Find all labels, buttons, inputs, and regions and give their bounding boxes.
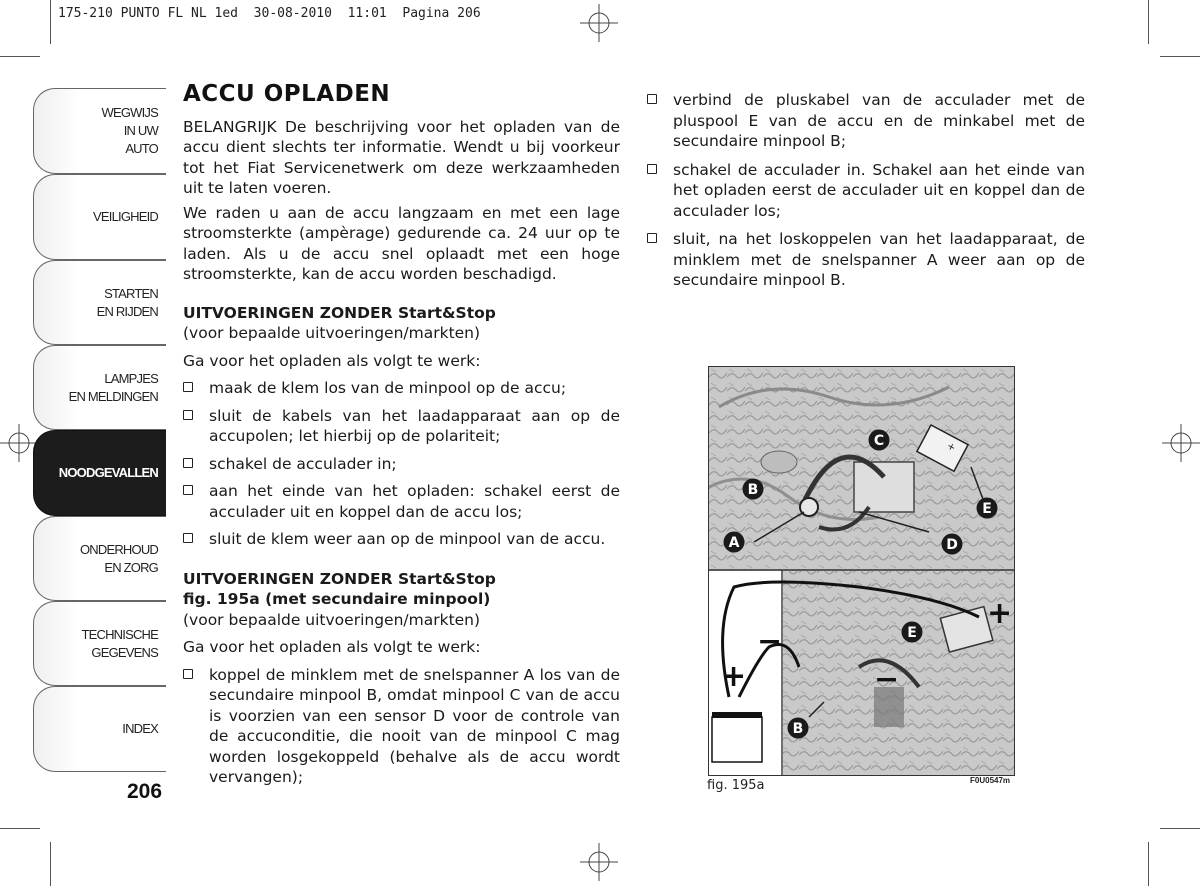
- registration-mark-bottom: [580, 843, 618, 881]
- list-item-text: sluit de kabels van het laadapparaat aan op de accupolen; let hierbij op de polariteit;: [209, 406, 620, 445]
- tab-label-line: VEILIGHEID: [93, 209, 158, 224]
- right-column: [647, 90, 1085, 291]
- callout-letter: E: [982, 501, 992, 517]
- checkbox-bullet-icon: [183, 485, 193, 495]
- tab-noodgevallen[interactable]: [33, 430, 166, 516]
- subsection-heading-figure-ref: fig. 195a (met secundaire minpool): [183, 590, 491, 608]
- tab-starten[interactable]: [33, 260, 166, 345]
- tab-label-line: NOODGEVALLEN: [58, 465, 158, 480]
- list-item-text: verbind de pluskabel van de acculader met de pluspool E van de accu en de minkabel met de secundaire minpool B;: [673, 91, 1085, 150]
- callout-E-bottom: [901, 621, 923, 647]
- checkbox-bullet-icon: [183, 382, 193, 392]
- list-item: [647, 160, 1085, 222]
- list-item: [183, 529, 620, 550]
- list-item: [183, 481, 620, 522]
- subsection-lead: Ga voor het opladen als volgt te werk:: [183, 638, 481, 656]
- tab-label-line: EN ZORG: [104, 559, 158, 575]
- subsection-heading: UITVOERINGEN ZONDER Start&Stop: [183, 303, 496, 322]
- list-item-text: schakel de acculader in;: [209, 454, 397, 473]
- intro-paragraph: We raden u aan de accu langzaam en met een lage stroomsterkte (ampèrage) gedurende ca. 24 uur op te laden. Als u de accu snel oplaadt met een hoge stroomsterkte, kan de accu worden beschadigd.: [183, 203, 620, 283]
- tab-index[interactable]: [33, 686, 166, 772]
- list-item-text: maak de klem los van de minpool op de accu;: [209, 379, 567, 397]
- callout-D: [941, 533, 963, 559]
- subsection-note: (voor bepaalde uitvoeringen/markten): [183, 324, 481, 342]
- checkbox-bullet-icon: [183, 533, 193, 543]
- list-item: [183, 406, 620, 447]
- callout-letter: D: [946, 537, 958, 553]
- subsection-heading: UITVOERINGEN ZONDER Start&Stop: [183, 569, 496, 588]
- callout-C: [868, 429, 890, 455]
- subsection: [183, 569, 620, 788]
- tab-onderhoud[interactable]: [33, 516, 166, 601]
- list-item: [647, 229, 1085, 291]
- callout-letter: B: [747, 482, 759, 498]
- list-item-text: aan het einde van het opladen: schakel eerst de acculader uit en koppel dan de accu los;: [209, 482, 620, 521]
- list-item-text: koppel de minklem met de snelspanner A los van de secundaire minpool B, omdat minpool C van de accu is voorzien van een sensor D voor de controle van de accuconditie, die nooit van de minpool C mag worden losgekoppeld (behalve als de accu wordt vervangen);: [209, 665, 620, 786]
- checkbox-bullet-icon: [647, 94, 657, 104]
- plus-sign-icon: +: [721, 659, 747, 694]
- svg-text:+: +: [944, 440, 958, 455]
- callout-letter: B: [792, 721, 804, 737]
- tab-label-line: TECHNISCHE: [81, 626, 158, 642]
- minus-sign-icon: −: [757, 624, 783, 659]
- list-item: [183, 665, 620, 788]
- list-item: [183, 454, 620, 475]
- battery-charging-illustration: [709, 367, 1014, 775]
- checkbox-bullet-icon: [183, 410, 193, 420]
- tab-label-line: STARTEN: [104, 285, 158, 301]
- tab-technische-gegevens[interactable]: [33, 601, 166, 686]
- tab-wegwijs[interactable]: [33, 88, 166, 174]
- tab-label-line: IN UW: [123, 123, 158, 138]
- print-header: 175-210 PUNTO FL NL 1ed 30-08-2010 11:01 Pagina 206: [58, 6, 481, 21]
- callout-B-bottom: [787, 717, 809, 743]
- list-item-text: schakel de acculader in. Schakel aan het einde van het opladen eerst de acculader uit en koppel dan de acculader los;: [673, 160, 1085, 220]
- list-item: [647, 90, 1085, 152]
- checkbox-bullet-icon: [647, 164, 657, 174]
- list-item-text: sluit, na het loskoppelen van het laadapparaat, de minklem met de snelspanner A weer aan op de secundaire minpool B.: [673, 230, 1085, 289]
- plus-sign-icon: +: [987, 596, 1013, 631]
- step-list: [183, 378, 620, 550]
- page-number: 206: [127, 780, 163, 803]
- step-list: [647, 90, 1085, 291]
- tab-label-line: AUTO: [125, 141, 158, 156]
- tab-label-line: GEGEVENS: [91, 644, 158, 660]
- figure-195a: [708, 366, 1015, 776]
- callout-A: [723, 531, 745, 557]
- figure-caption: fig. 195a: [707, 778, 765, 793]
- tab-label-line: LAMPJES: [104, 370, 158, 386]
- tab-label-line: EN MELDINGEN: [68, 388, 158, 404]
- subsection-note: (voor bepaalde uitvoeringen/markten): [183, 610, 481, 629]
- section-title: ACCU OPLADEN: [183, 81, 391, 107]
- callout-letter: A: [728, 535, 740, 551]
- callout-E-top: [976, 497, 998, 523]
- tab-label-line: ONDERHOUD: [79, 541, 158, 557]
- minus-sign-icon: −: [874, 662, 900, 697]
- registration-mark-right: [1162, 424, 1200, 462]
- registration-mark-top: [580, 4, 618, 42]
- checkbox-bullet-icon: [647, 233, 657, 243]
- tab-label-line: WEGWIJS: [101, 105, 158, 120]
- callout-letter: C: [873, 433, 885, 449]
- tab-lampjes[interactable]: [33, 345, 166, 430]
- list-item-text: sluit de klem weer aan op de minpool van de accu.: [209, 530, 606, 548]
- checkbox-bullet-icon: [183, 458, 193, 468]
- callout-B-top: [742, 478, 764, 504]
- subsection: [183, 303, 620, 550]
- list-item: [183, 378, 620, 399]
- tab-veiligheid[interactable]: [33, 174, 166, 260]
- tab-label-line: INDEX: [122, 721, 158, 736]
- tab-label-line: EN RIJDEN: [96, 303, 158, 319]
- left-column: [183, 81, 620, 788]
- step-list: [183, 665, 620, 788]
- subsection-lead: Ga voor het opladen als volgt te werk:: [183, 351, 481, 370]
- checkbox-bullet-icon: [183, 669, 193, 679]
- callout-letter: E: [907, 625, 917, 641]
- intro-paragraph: BELANGRIJK De beschrijving voor het opladen van de accu dient slechts ter informatie. Wendt u bij voorkeur tot het Fiat Servicenetwerk om deze werkzaamheden uit te laten voeren.: [183, 117, 620, 197]
- figure-code: F0U0547m: [970, 776, 1011, 785]
